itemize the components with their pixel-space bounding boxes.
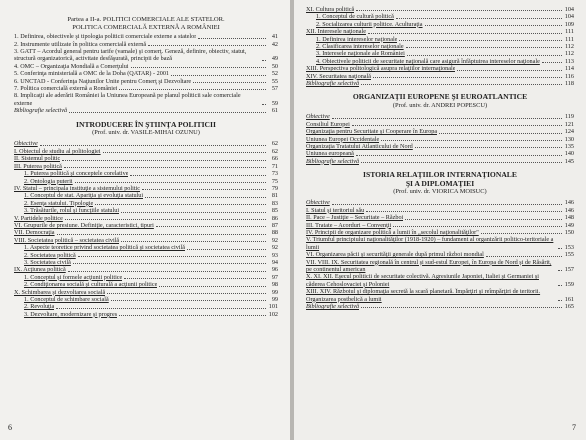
toc-leader-dots — [262, 60, 266, 61]
toc-entry-page: 96 — [271, 266, 278, 274]
part-title — [14, 16, 278, 31]
page-number-left: 6 — [8, 423, 12, 432]
toc-entry-title: VI. Grupurile de presiune. Definiţie, caracteristici, tipuri — [14, 221, 154, 229]
toc-leader-dots — [361, 84, 562, 85]
toc-leader-dots — [425, 25, 562, 26]
toc-entry — [14, 200, 278, 207]
toc-entry-title: Uniunea europeană — [306, 150, 354, 158]
toc-entry — [306, 65, 574, 72]
toc-entry-page: 66 — [271, 155, 278, 163]
toc-entry-page: 99 — [271, 296, 278, 303]
toc-entry-title: VII. VIII. IX. Securitatea regională în centrul şi sud-estul Europei, în Europa de Nord şi de Răsărit, pe continentul american — [306, 258, 552, 273]
toc-leader-dots — [95, 204, 266, 205]
toc-leader-dots — [542, 62, 562, 63]
toc-entry — [14, 303, 278, 310]
toc-entry — [306, 73, 574, 80]
toc-leader-dots — [119, 89, 266, 90]
toc-entry — [306, 199, 574, 206]
toc-entry — [306, 229, 574, 236]
right-page — [294, 0, 586, 440]
toc-leader-dots — [142, 189, 266, 190]
toc-entry-title: XIII. Perspectiva politologică asupra relaţiilor internaţionale — [306, 65, 456, 73]
toc-list-history — [306, 199, 574, 310]
toc-list-european-orgs — [306, 113, 574, 165]
toc-leader-dots — [415, 147, 562, 148]
toc-entry-title: XIV. Securitatea naţională — [306, 72, 372, 80]
toc-entry-title: Bibliografie selectivă — [14, 107, 68, 115]
toc-leader-dots — [486, 256, 562, 257]
toc-entry — [306, 288, 574, 303]
toc-entry — [306, 58, 574, 65]
toc-entry — [306, 214, 574, 221]
toc-entry-page: 113 — [564, 57, 574, 65]
toc-entry — [14, 289, 278, 296]
toc-entry — [14, 140, 278, 147]
toc-leader-dots — [558, 285, 562, 286]
toc-entry — [14, 178, 278, 185]
toc-leader-dots — [406, 47, 562, 48]
toc-entry — [14, 266, 278, 273]
toc-entry — [306, 36, 574, 43]
toc-entry-title: 1. Conceptul de stat. Apariţia şi evoluţia statului — [24, 192, 144, 200]
toc-entry — [306, 136, 574, 143]
toc-entry — [306, 6, 574, 13]
toc-entry-page: 155 — [564, 251, 574, 259]
toc-entry-page: 101 — [268, 303, 278, 311]
toc-leader-dots — [121, 241, 266, 242]
toc-leader-dots — [356, 10, 562, 11]
toc-entry-page: 116 — [564, 72, 574, 80]
toc-entry-page: 145 — [564, 157, 574, 165]
toc-entry-page: 86 — [271, 214, 278, 222]
toc-entry-title: IV. Statul – principala instituţie a sistemului politic — [14, 184, 141, 192]
toc-leader-dots — [40, 145, 266, 146]
left-page — [0, 0, 290, 440]
toc-entry-title: 4. OMC – Organizaţia Mondială a Comerţului — [14, 62, 129, 70]
toc-entry-page: 112 — [564, 50, 574, 58]
toc-entry-page: 149 — [564, 221, 574, 229]
toc-entry-page: 159 — [564, 280, 574, 288]
toc-entry — [306, 259, 574, 274]
toc-entry-title: I. Obiectul de studiu al politologiei — [14, 147, 101, 155]
toc-entry-page: 41 — [271, 33, 278, 41]
toc-entry-page: 111 — [565, 35, 574, 43]
toc-entry-page: 62 — [271, 147, 278, 155]
toc-entry-page: 130 — [564, 135, 574, 143]
toc-entry-title: 8. Implicaţii ale aderării României la Uniunea Europeană pe planul politicii sale comerciale externe — [14, 92, 241, 107]
toc-entry-title: XIII. XIV. Războiul şi diplomaţia secretă la scară planetară. Împărţiri şi reîmpărţiri de teritorii. Organizarea postbelică a lumii — [306, 288, 541, 303]
toc-entry-title: 2. Esenţa statului. Tipologie — [24, 199, 94, 207]
toc-leader-dots — [262, 104, 266, 105]
toc-entry — [306, 207, 574, 214]
toc-entry-page: 153 — [564, 243, 574, 251]
toc-entry-title: 2. Instrumente utilizate în politica comercială externă — [14, 40, 147, 48]
toc-leader-dots — [361, 307, 562, 308]
toc-entry — [14, 85, 278, 92]
toc-entry-title: V. Partidele politice — [14, 214, 63, 222]
toc-entry-title: Organizaţia pentru Securitate şi Cooperare în Europa — [306, 128, 438, 136]
toc-entry-title: II. Sistemul politic — [14, 155, 61, 163]
toc-leader-dots — [57, 234, 266, 235]
toc-entry — [14, 163, 278, 170]
toc-leader-dots — [73, 263, 266, 264]
toc-entry — [14, 78, 278, 85]
toc-entry-title: 7. Politica comercială externă a României — [14, 85, 118, 93]
toc-entry-page: 102 — [268, 310, 278, 318]
toc-entry-page: 150 — [564, 228, 574, 236]
toc-entry — [14, 229, 278, 236]
section-author-european-orgs: (Prof. univ. dr. ANDREI POPESCU) — [392, 101, 488, 109]
toc-entry — [14, 63, 278, 70]
page-number-right: 7 — [572, 423, 576, 432]
toc-leader-dots — [69, 112, 266, 113]
toc-entry-title: 3. Dezvoltare, modernizare şi progres — [24, 310, 118, 318]
toc-entry — [306, 158, 574, 165]
toc-leader-dots — [361, 162, 562, 163]
toc-entry — [306, 13, 574, 20]
toc-list-political-science — [14, 140, 278, 318]
toc-leader-dots — [332, 118, 562, 119]
toc-leader-dots — [368, 33, 562, 34]
toc-entry-page: 62 — [271, 140, 278, 148]
toc-entry — [14, 155, 278, 162]
toc-entry — [306, 43, 574, 50]
left-page-content — [14, 10, 278, 318]
toc-entry-title: 3. Societatea civilă — [24, 258, 71, 266]
toc-leader-dots — [193, 82, 266, 83]
toc-leader-dots — [381, 140, 562, 141]
toc-leader-dots — [131, 67, 266, 68]
toc-entry-title: 2. Socializarea culturii politice. Aculturaţia — [316, 20, 423, 28]
toc-entry-page: 93 — [271, 251, 278, 259]
toc-entry-title: 1. Conceptul şi formele acţiunii politice — [24, 273, 123, 281]
toc-entry-title: 6. UNCTAD - Conferinţa Naţiunilor Unite pentru Comerţ şi Dezvoltare — [14, 77, 192, 85]
toc-entry-page: 55 — [271, 77, 278, 85]
toc-entry-title: Uniunea Europei Occidentale — [306, 135, 380, 143]
toc-entry — [306, 222, 574, 229]
toc-leader-dots — [64, 167, 266, 168]
toc-entry-title: 5. Conferinţa ministerială a OMC de la Doha (QATAR) - 2001 — [14, 70, 170, 78]
section-title-political-science: INTRODUCERE ÎN ŞTIINŢA POLITICII — [76, 119, 216, 129]
toc-leader-dots — [156, 226, 266, 227]
toc-entry-page: 119 — [564, 113, 574, 121]
toc-entry-title: 1. Puterea politică şi conceptele corelative — [24, 170, 129, 178]
toc-leader-dots — [121, 212, 266, 213]
toc-entry-page: 92 — [271, 244, 278, 252]
toc-leader-dots — [439, 133, 562, 134]
toc-leader-dots — [68, 271, 266, 272]
toc-entry — [14, 311, 278, 318]
toc-entry-title: X. XI. XII. Eşecul politicii de securitate colectivă. Agresiunile Japoniei, Italiei şi Germaniei şi căderea Cehoslovaciei şi Poloniei — [306, 273, 539, 288]
toc-entry — [306, 21, 574, 28]
section-title-european-orgs: ORGANIZAŢII EUROPENE ŞI EUROATLANTICE — [352, 92, 528, 102]
toc-entry-title: Bibliografie selectivă — [306, 80, 360, 88]
toc-entry — [14, 148, 278, 155]
toc-entry-page: 59 — [271, 99, 278, 107]
toc-entry-title: Obiective — [306, 199, 330, 207]
toc-entry-title: 1. Conceptul de schimbare socială — [24, 296, 109, 303]
toc-leader-dots — [103, 152, 266, 153]
toc-entry-title: Bibliografie selectivă — [306, 303, 360, 311]
toc-entry-title: 2. Societatea politică — [24, 251, 76, 259]
part-title-line-2: POLITICA COMERCIALĂ EXTERNĂ A ROMÂNIEI — [72, 23, 220, 31]
toc-leader-dots — [62, 160, 266, 161]
toc-leader-dots — [75, 182, 266, 183]
toc-leader-dots — [558, 300, 562, 301]
toc-entry-page: 109 — [564, 20, 574, 28]
toc-entry-page: 121 — [564, 120, 574, 128]
toc-leader-dots — [111, 300, 266, 301]
toc-leader-dots — [558, 270, 562, 271]
toc-entry-page: 104 — [564, 6, 574, 13]
toc-entry-page: 157 — [564, 266, 574, 273]
toc-entry — [14, 92, 278, 107]
toc-leader-dots — [393, 226, 562, 227]
toc-leader-dots — [171, 75, 266, 76]
section-author-history: (Prof. univ. dr. VIORICA MOISUC) — [393, 187, 487, 195]
toc-entry-page: 118 — [564, 80, 574, 88]
toc-leader-dots — [558, 248, 562, 249]
toc-entry-page: 73 — [271, 170, 278, 178]
toc-entry-page: 94 — [271, 258, 278, 266]
toc-entry — [14, 274, 278, 281]
toc-entry-page: 146 — [564, 199, 574, 207]
right-page-content — [306, 6, 574, 310]
toc-entry-title: V. Triumful principiului naţionalităţilor (1918-1920) – fundament al organizării politico-teritoriale a lumii — [306, 236, 554, 251]
toc-entry — [306, 121, 574, 128]
toc-entry-page: 97 — [271, 273, 278, 281]
toc-entry-page: 57 — [271, 85, 278, 93]
toc-leader-dots — [399, 40, 562, 41]
toc-leader-dots — [457, 70, 562, 71]
toc-leader-dots — [130, 175, 266, 176]
toc-entry-page: 99 — [271, 288, 278, 296]
toc-entry — [14, 170, 278, 177]
toc-entry-page: 85 — [271, 207, 278, 215]
part-title-line-1: Partea a II-a. POLITICI COMERCIALE ALE STATELOR. — [67, 16, 225, 23]
toc-entry-page: 112 — [564, 43, 574, 51]
toc-entry-page: 71 — [271, 162, 278, 170]
toc-entry-page: 165 — [564, 303, 574, 311]
toc-entry — [14, 252, 278, 259]
toc-entry — [14, 237, 278, 244]
toc-entry — [14, 107, 278, 114]
toc-leader-dots — [481, 233, 562, 234]
toc-entry-title: 2. Ontologia puterii — [24, 177, 73, 185]
toc-leader-dots — [356, 155, 562, 156]
toc-entry-title: X. Schimbarea şi dezvoltarea socială — [14, 288, 106, 296]
toc-entry-page: 52 — [271, 70, 278, 78]
toc-entry-title: III. Puterea politică — [14, 162, 62, 170]
toc-entry-page: 148 — [564, 214, 574, 222]
toc-entry-page: 161 — [564, 295, 574, 303]
toc-entry-title: IX. Acţiunea politică — [14, 266, 66, 274]
toc-entry-page: 49 — [271, 55, 278, 63]
toc-entry-page: 92 — [271, 236, 278, 244]
toc-leader-dots — [187, 249, 266, 250]
toc-entry — [306, 28, 574, 35]
toc-leader-dots — [145, 197, 266, 198]
toc-leader-dots — [159, 286, 266, 287]
toc-entry-page: 81 — [271, 192, 278, 200]
toc-leader-dots — [366, 211, 562, 212]
toc-entry — [14, 48, 278, 63]
toc-leader-dots — [148, 45, 266, 46]
toc-entry — [14, 259, 278, 266]
toc-entry-title: 2. Revoluţia — [24, 303, 55, 311]
toc-entry — [306, 251, 574, 258]
toc-entry — [306, 80, 574, 87]
toc-list-political-science-cont — [306, 6, 574, 87]
toc-list-part-2 — [14, 33, 278, 114]
toc-entry-title: 2. Clasificarea intereselor naţionale — [316, 43, 404, 51]
toc-entry-title: 3. GATT – Acordul general pentru tarife (vamale) şi comerţ. Geneză, definire, obiectiv, statut, structură organizatorică, activitate desfăşurată, principii de bază — [14, 48, 247, 63]
toc-entry — [306, 113, 574, 120]
toc-entry-page: 79 — [271, 184, 278, 192]
toc-leader-dots — [78, 256, 266, 257]
toc-leader-dots — [65, 219, 266, 220]
toc-entry-title: 3. Trăsăturile, rolul şi funcţiile statului — [24, 207, 120, 215]
toc-entry — [306, 143, 574, 150]
toc-entry — [14, 281, 278, 288]
toc-leader-dots — [407, 55, 562, 56]
toc-entry-title: 3. Interesele naţionale ale României — [316, 50, 405, 58]
toc-entry-title: Organizaţia Tratatului Atlanticului de Nord — [306, 142, 413, 150]
toc-entry-page: 50 — [271, 62, 278, 70]
toc-entry — [306, 303, 574, 310]
section-title-history-line-2: ŞI A DIPLOMAŢIEI — [405, 178, 475, 188]
toc-entry-page: 88 — [271, 229, 278, 237]
toc-entry-title: Obiective — [306, 113, 330, 121]
toc-entry — [14, 244, 278, 251]
toc-entry-page: 61 — [271, 107, 278, 115]
toc-entry-title: XI. Cultura politică — [306, 6, 355, 13]
toc-leader-dots — [124, 278, 266, 279]
section-title-history-line-1: ISTORIA RELAŢIILOR INTERNAŢIONALE — [363, 170, 517, 180]
toc-entry — [14, 192, 278, 199]
toc-entry — [14, 33, 278, 40]
toc-entry-title: Consiliul Europei — [306, 120, 350, 128]
toc-entry-page: 104 — [564, 13, 574, 21]
toc-entry-page: 114 — [564, 65, 574, 73]
toc-entry-title: Obiective — [14, 140, 38, 148]
toc-entry-page: 42 — [271, 40, 278, 48]
toc-entry-title: II. Pace – Justiţie – Securitate – Război — [306, 214, 404, 222]
toc-entry-page: 75 — [271, 177, 278, 185]
toc-entry — [306, 273, 574, 288]
toc-leader-dots — [405, 219, 562, 220]
toc-leader-dots — [373, 77, 562, 78]
toc-entry-page: 98 — [271, 281, 278, 289]
toc-entry — [14, 70, 278, 77]
toc-leader-dots — [56, 308, 266, 309]
toc-entry-title: III. Tratate – Acorduri – Convenţii — [306, 221, 392, 229]
toc-entry-title: VII. Democraţia — [14, 229, 55, 237]
toc-entry — [14, 41, 278, 48]
toc-entry-title: IV. Principii de organizare politică a lumii în „secolul naţionalităţilor" — [306, 228, 479, 236]
toc-entry — [14, 296, 278, 303]
toc-entry-page: 111 — [565, 28, 574, 36]
toc-entry-title: 1. Conceptul de cultură politică — [316, 13, 394, 21]
toc-entry-page: 140 — [564, 150, 574, 158]
toc-entry-title: VIII. Societatea politică – societatea civilă — [14, 236, 120, 244]
toc-entry — [306, 50, 574, 57]
toc-entry-title: Bibliografie selectivă — [306, 157, 360, 165]
toc-leader-dots — [119, 315, 266, 316]
toc-leader-dots — [396, 18, 562, 19]
section-title-history — [306, 171, 574, 188]
toc-entry-title: XII. Interesele naţionale — [306, 28, 366, 36]
toc-entry-page: 83 — [271, 199, 278, 207]
toc-entry-page: 87 — [271, 221, 278, 229]
toc-leader-dots — [107, 293, 266, 294]
toc-entry — [306, 150, 574, 157]
section-author-political-science: (Prof. univ. dr. VASILE-MIHAI OZUNU) — [92, 129, 200, 137]
toc-entry — [306, 236, 574, 251]
toc-entry — [14, 215, 278, 222]
toc-entry-page: 124 — [564, 128, 574, 136]
toc-entry — [14, 185, 278, 192]
toc-leader-dots — [332, 204, 562, 205]
toc-entry-title: 1. Definirea intereselor naţionale — [316, 35, 398, 43]
toc-leader-dots — [198, 38, 266, 39]
toc-entry-title: 2. Condiţionarea socială şi culturală a acţiunii politice — [24, 281, 158, 289]
toc-entry-title: 1. Aspecte teoretice privind societatea politică şi societatea civilă — [24, 244, 185, 252]
toc-entry — [14, 222, 278, 229]
toc-entry-title: VI. Organizarea păcii şi securităţii generale după primul război mondial — [306, 251, 484, 259]
toc-leader-dots — [352, 125, 562, 126]
toc-entry-page: 135 — [564, 142, 574, 150]
toc-entry-title: 1. Definirea, obiectivele şi tipologia politicii comerciale externe a statelor — [14, 33, 197, 41]
toc-entry-page: 146 — [564, 206, 574, 214]
toc-entry — [14, 207, 278, 214]
toc-entry — [306, 128, 574, 135]
toc-entry-title: I. Statul şi teritoriul său — [306, 206, 365, 214]
toc-entry-title: 4. Obiectivele politicii de securitate naţională care asigură înfăptuirea intereselor naţionale — [316, 57, 540, 65]
